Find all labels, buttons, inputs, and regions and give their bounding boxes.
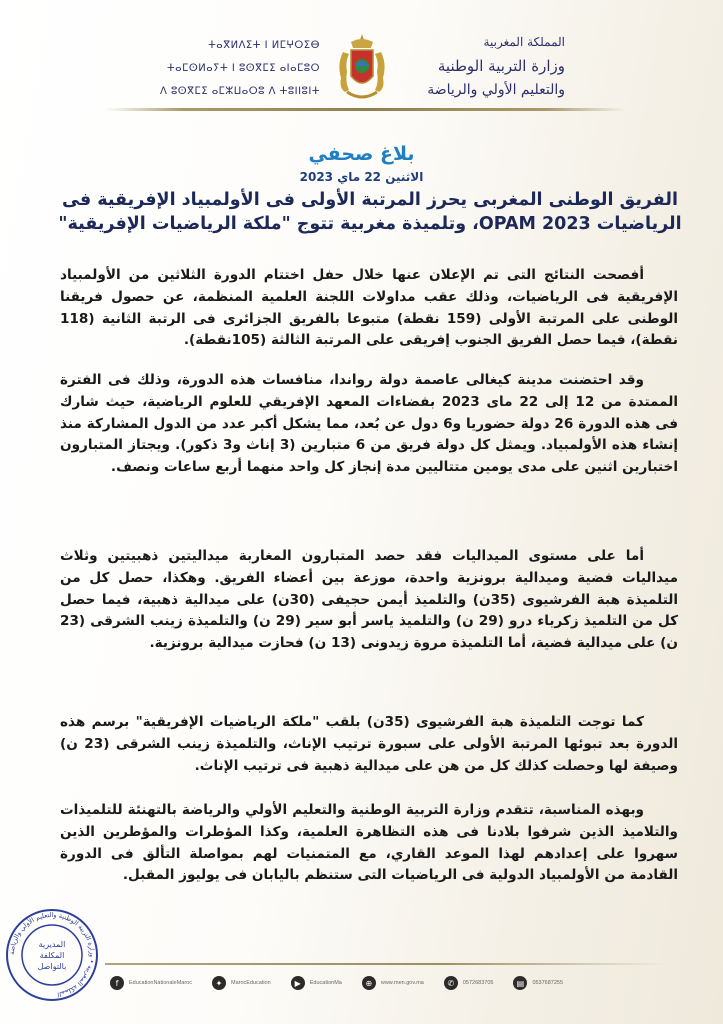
arabic-line: المملكة المغربية [483,35,565,49]
tifinagh-line: ⴷ ⵓⵙⴳⵎⵉ ⴰⵎⵣⵡⴰⵔⵓ ⴷ ⵜⵓⵏⵏⵓⵏⵜ [159,86,320,97]
tifinagh-ministry-name [110,34,320,103]
header-divider [105,108,625,111]
paragraph-queen [60,712,678,777]
paragraph-text: كما توجت التلميذة هبة الفرشيوى (35ن) بلقب "ملكة الرياضيات الإفريقية" برسم هذه الدورة بعد تبوئها المرتبة الأولى على سبورة ترتيب الإناث، والتلميذة زينب الشرقى (23 ن) وصيفة لها وحصلت كذلك كل من هن على ميدالية ذهبية فى ترتيب الإناث. [60,714,678,774]
headline-line: الفريق الوطنى المغربى يحرز المرتبة الأولى فى الأولمبياد الإفريقية فى [62,190,678,210]
paragraph-venue [60,370,678,479]
footer-twitter[interactable] [212,976,271,990]
footer-youtube[interactable] [291,976,342,990]
headline [40,188,700,236]
globe-icon: ⊕ [362,976,376,990]
twitter-icon: ✦ [212,976,226,990]
footer-divider [105,963,665,965]
arabic-line: وزارة التربية الوطنية [437,57,565,75]
seal-text: المكلفة [39,951,65,960]
footer-phone [444,976,494,990]
footer-label: 0572683705 [462,980,494,986]
paragraph-results [60,265,678,352]
tifinagh-line: ⵜⴰⵎⵙⵍⴰⵢⵜ ⵏ ⵓⵙⴳⵎⵉ ⴰⵏⴰⵎⵓⵔ [167,63,320,74]
coat-of-arms-icon [333,32,391,104]
paragraph-text: وقد احتضنت مدينة كيغالى عاصمة دولة رواندا، منافسات هذه الدورة، وذلك فى الفترة الممتدة من 12 إلى 22 ماى 2023 بفضاءات المعهد الإفريقي للعلوم الرياضية، حيث شارك فى هذه الدورة 26 دولة حضوريا و6 دول عن بُعد، مما يشكل أكبر عدد من الدول المشاركة منذ إنشاء هذه الأولمبياد. ويمثل كل دولة فريق من 6 متبارين (3 إناث و3 ذكور). ويجتاز المتبارون اختبارين اثنين على مدى يومين متتاليين مدة إنجاز كل واحد منهما أربع ساعات ونصف. [60,372,678,476]
footer-facebook[interactable] [110,976,192,990]
document-title: بلاغ صحفي [308,143,415,165]
headline-line: الرياضيات OPAM 2023، وتلميذة مغربية تتوج "ملكة الرياضيات الإفريقية" [58,214,682,234]
fax-icon: ▤ [513,976,527,990]
document-date: الاثنين 22 ماي 2023 [299,170,424,184]
seal-ring-text: المملكة المغربية • وزارة التربية الوطنية والتعليم الأولي والرياضة [7,910,97,999]
official-seal-stamp [2,905,102,1005]
footer-website[interactable] [362,976,424,990]
paragraph-text: أفصحت النتائج التى تم الإعلان عنها خلال حفل اختتام الدورة الثلاثين من الأولمبياد الإفريقية فى الرياضيات، وذلك عقب مداولات اللجنة العلمية المنظمة، عن حصول فريقنا الوطنى على المرتبة الأولى (159 نقطة) متبوعا بالفريق الجزائرى فى الرتبة الثانية (118 نقطة)، فيما حصل الفريق الجنوب إفريقى على المرتبة الثالثة (105نقطة). [60,267,678,349]
footer-label: MarocEducation [230,980,271,986]
footer-label: 0537687255 [532,980,564,986]
facebook-icon: f [110,976,124,990]
footer-label: EducationMa [309,980,342,986]
seal-text: المديرية [38,940,66,949]
footer-label: www.men.gov.ma [380,980,424,986]
footer-contacts [110,973,670,993]
paragraph-text: أما على مستوى الميداليات فقد حصد المتبارون المغاربة ميداليتين ذهبيتين وثلاث ميداليات فضية وميدالية برونزية واحدة، موزعة بين أعضاء الفريق. وهكذا، حصل كل من التلميذة هبة الفرشيوى (35ن) والتلميذ أيمن حجيفى (30ن) على ميدالية ذهبية، فيما حصل كل من التلميذ زكرياء درو (29 ن) والتلميذ ياسر أبو سير (29 ن) والتلميذة زينب الشرقى (23 ن) على ميدالية فضية، أما التلميذة مروة زيدونى (13 ن) فحازت ميدالية برونزية. [60,548,679,652]
arabic-line: والتعليم الأولي والرياضة [427,82,565,98]
footer-label: EducationNationaleMaroc [129,980,192,986]
seal-text: بالتواصل [37,962,67,971]
paragraph-medals [60,546,678,655]
youtube-icon: ▶ [291,976,305,990]
tifinagh-line: ⵜⴰⴳⵍⴷⵉⵜ ⵏ ⵍⵎⵖⵔⵉⴱ [208,40,320,51]
footer-fax [513,976,563,990]
paragraph-text: وبهذه المناسبة، تتقدم وزارة التربية الوطنية والتعليم الأولي والرياضة بالتهنئة للتلميذات والتلاميذ الذين شرفوا بلادنا فى هذه التظاهرة العلمية، وكذا المؤطرات والمؤطرين الذين سهروا على إعدادهم لهذا الموعد القاري، مع المتمنيات لهم بمواصلة التألق فى الدورة القادمة من الأولمبياد الدولية فى الرياضيات التى ستنظم باليابان فى يوليوز المقبل. [60,802,678,884]
arabic-ministry-name [395,30,565,102]
paragraph-congratulations [60,800,678,887]
phone-icon: ✆ [444,976,458,990]
letterhead [0,28,723,108]
